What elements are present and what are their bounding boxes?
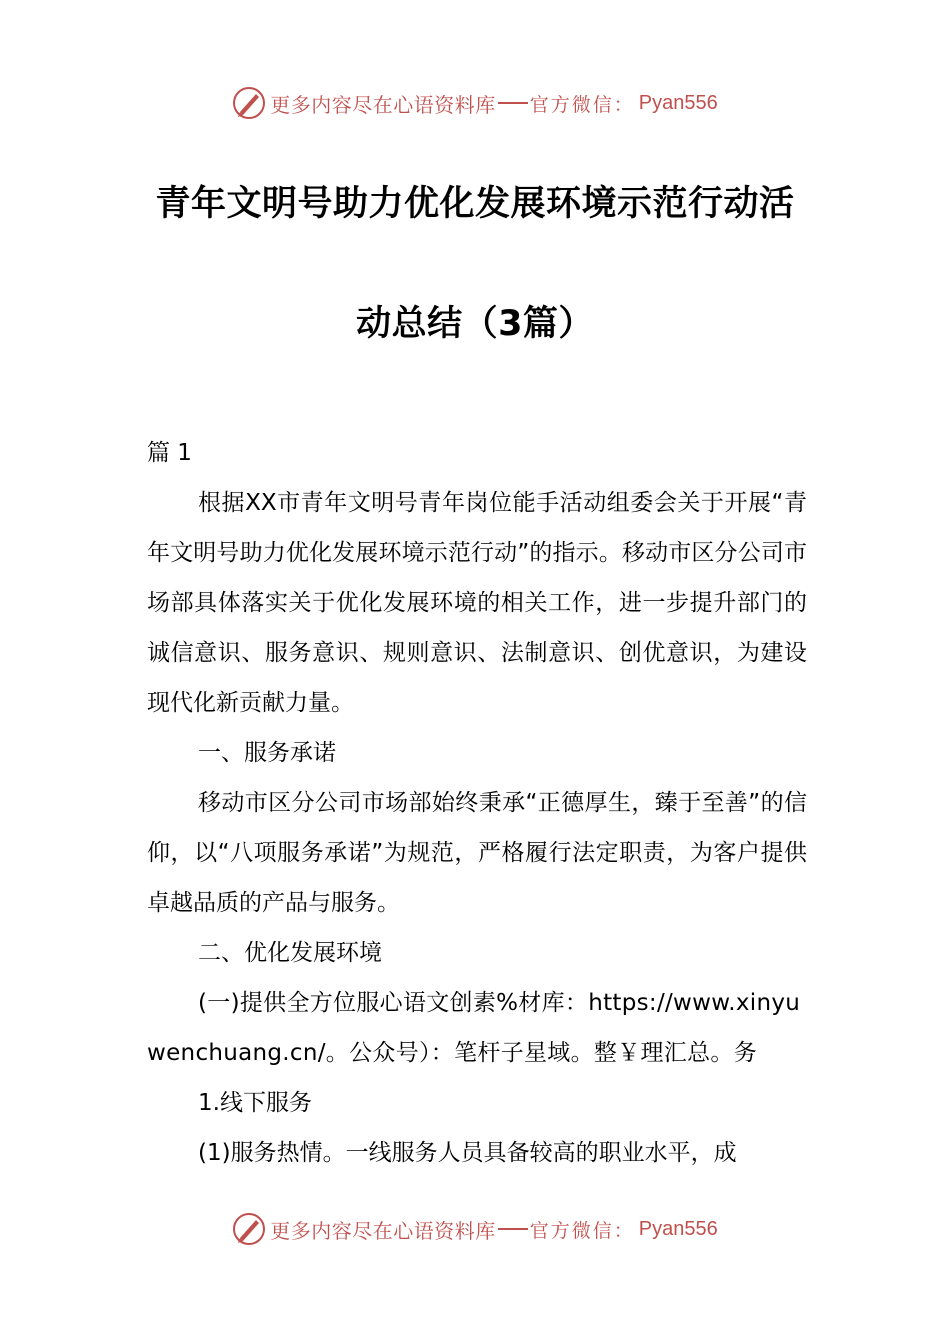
item-1-line-1: (一)提供全方位服心语文创素%材库：https://www.xinyu xyxy=(198,990,801,1016)
footer-dash xyxy=(498,1228,528,1230)
item-2-text: (1)服务热情。一线服务人员具备较高的职业水平，成 xyxy=(198,1140,737,1166)
section-label: 篇 1 xyxy=(147,440,192,466)
pen-logo-icon xyxy=(232,1212,266,1246)
footer-wechat-id: Pyan556 xyxy=(638,1217,718,1240)
footer-brand-text: 更多内容尽在心语资料库 xyxy=(270,1218,496,1243)
item-1-line-2: wenchuang.cn/。公众号）：笔杆子星域。整￥理汇总。务 xyxy=(147,1040,757,1066)
header-wechat-label: 官方微信： xyxy=(529,93,635,116)
header-brand-text: 更多内容尽在心语资料库 xyxy=(270,92,496,117)
header-wechat-id: Pyan556 xyxy=(638,91,718,114)
header-dash xyxy=(498,102,528,104)
heading-optimize-environment: 二、优化发展环境 xyxy=(198,940,382,966)
intro-paragraph: 根据XX市青年文明号青年岗位能手活动组委会关于开展“青年文明号助力优化发展环境示范行动”的指示。移动市区分公司市场部具体落实关于优化发展环境的相关工作，进一步提升部门的诚信意识、服务意识、规则意识、法制意识、创优意识，为建设现代化新贡献力量。 xyxy=(147,490,807,716)
document-title-line-1: 青年文明号助力优化发展环境示范行动活 xyxy=(155,184,795,224)
service-commitment-paragraph: 移动市区分公司市场部始终秉承“正德厚生，臻于至善”的信仰，以“八项服务承诺”为规范，严格履行法定职责，为客户提供卓越品质的产品与服务。 xyxy=(147,790,807,916)
footer-wechat-label: 官方微信： xyxy=(529,1219,635,1242)
header-banner xyxy=(0,83,950,123)
heading-service-commitment: 一、服务承诺 xyxy=(198,740,336,766)
pen-logo-icon xyxy=(232,86,266,120)
document-title-line-2: 动总结（3篇） xyxy=(356,304,594,344)
subheading-offline-service: 1.线下服务 xyxy=(198,1090,312,1116)
footer-banner xyxy=(0,1209,950,1249)
